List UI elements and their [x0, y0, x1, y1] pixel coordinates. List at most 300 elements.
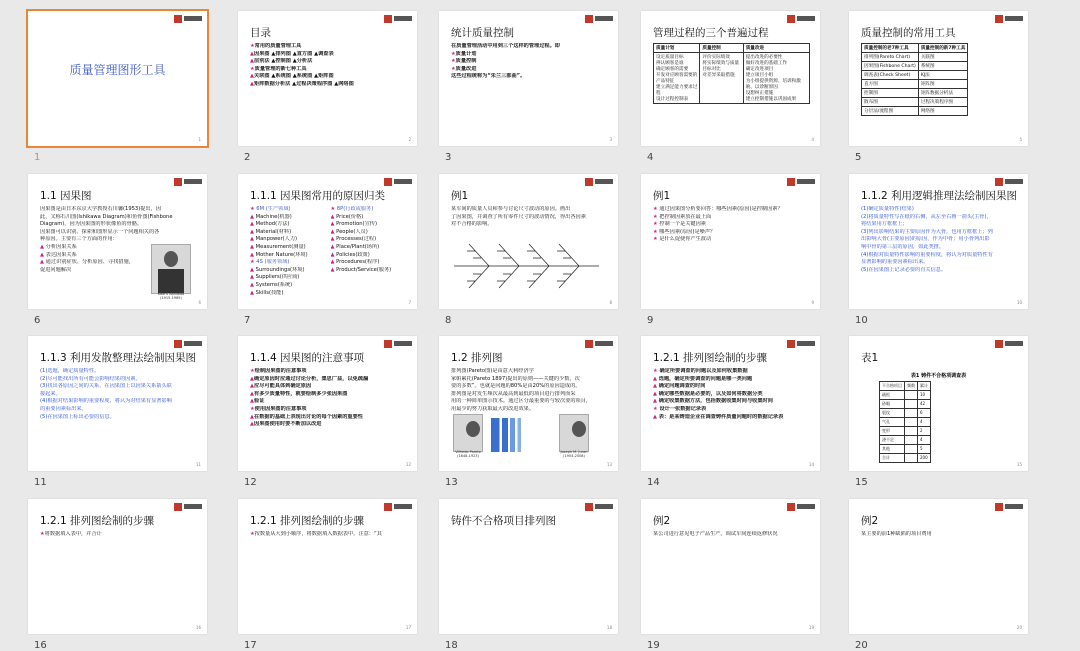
slide-body	[861, 206, 1018, 274]
table-cell: 疏松	[880, 391, 905, 400]
slide-body	[250, 368, 407, 429]
table-cell: 关联图	[918, 53, 968, 62]
slide-title: 质量管理图形工具	[69, 63, 166, 77]
bullet-icon: ▲	[250, 289, 254, 296]
slide-title: 1.1.4 因果图的注意事项	[250, 352, 365, 364]
logo-text	[184, 504, 202, 509]
bullet-icon: ▲	[250, 413, 254, 420]
body-line: (1)选题，确定质量特性。	[40, 368, 100, 374]
slide-number: 15	[855, 477, 868, 488]
brand-logo	[585, 15, 613, 23]
bullet-icon: ▲	[330, 236, 335, 243]
bullet-icon: ▲	[653, 375, 657, 382]
slide-number: 11	[34, 477, 47, 488]
brand-logo	[787, 340, 815, 348]
table-cell: 2	[918, 427, 931, 436]
body-line: ▲关联图 ▲系统图 ▲系统图 ▲矩阵图	[250, 73, 334, 80]
slide-body	[451, 206, 608, 229]
brand-logo	[995, 340, 1023, 348]
body-line: 这些过程统称为“朱兰三部曲”。	[451, 73, 526, 80]
body-line: (3)列出影响结果的主要原因作为大骨，也用方框框上；列	[861, 228, 993, 235]
logo-mark	[384, 340, 392, 348]
body-line: 某车间的质量人员和参与讨论尺寸波动的原因。画出	[451, 206, 571, 212]
slide-page-number: 2	[408, 137, 411, 142]
slide-number: 5	[855, 152, 862, 163]
slide-page-number: 19	[808, 625, 814, 630]
bullet-icon: ▲	[330, 251, 335, 258]
slide-body	[451, 368, 608, 414]
bullet-icon: ▲	[330, 243, 335, 250]
bullet-icon: ★	[451, 58, 456, 65]
slide-number: 1	[34, 152, 41, 163]
body-line: ▲应尽可能具体到确定原因	[250, 383, 312, 390]
slide-thumbnail-5[interactable]	[849, 11, 1028, 146]
slide-thumbnail-12[interactable]	[238, 336, 417, 471]
table-cell: 控制图	[862, 89, 919, 98]
fishbone-diagram	[449, 236, 609, 296]
body-line: 排列图是对发生频次从最高到最低的项目进行排列而采	[451, 390, 576, 397]
slide-number: 7	[244, 315, 251, 326]
slide-page-number: 20	[1016, 625, 1022, 630]
slide-page-number: 14	[808, 462, 814, 467]
logo-text	[595, 341, 613, 346]
table-cell: 排列图(Pareto Chart)	[862, 53, 919, 62]
table-cell: 因果图(Fishbone Chart)	[862, 62, 919, 71]
slide-number: 8	[445, 315, 452, 326]
body-line: 的重要因素标出来。	[40, 405, 87, 412]
brand-logo	[174, 15, 202, 23]
logo-mark	[174, 503, 182, 511]
table-cell: 频数	[905, 382, 918, 391]
bullet-icon: ▲	[250, 58, 254, 65]
body-line: 种原因。主要有三个方面的作用：	[40, 236, 118, 243]
brand-logo	[384, 15, 412, 23]
brand-logo	[995, 15, 1023, 23]
body-line: 此，又称石川图(Ishikawa Diagram)和鱼骨图(Fishbone	[40, 213, 173, 220]
body-line: (2)将质量特性写在纸的右侧，从左至右画一箭头(主骨)，	[861, 213, 992, 220]
table-cell: 网络图	[918, 107, 968, 116]
table-cell	[905, 409, 918, 418]
bullet-icon: ★	[250, 531, 255, 537]
logo-text	[1005, 504, 1023, 509]
bullet-icon: ▲	[250, 274, 254, 281]
portrait-caption: Kaoru Ishikawa (1915-1989)	[157, 292, 185, 300]
table-cell: KJ法	[918, 71, 968, 80]
slide-thumbnail-19[interactable]	[641, 499, 820, 634]
bullet-icon: ★	[250, 206, 255, 212]
body-line: ▲ 选题，确定所要调查的问题是哪一类问题	[653, 375, 753, 382]
logo-mark	[384, 178, 392, 186]
brand-logo	[384, 178, 412, 186]
slide-page-number: 4	[811, 137, 814, 142]
body-line: (2)尽可能找出所有可能会影响结果的因素。	[40, 375, 141, 382]
bullet-icon: ★	[250, 368, 255, 374]
slide-thumbnail-7[interactable]	[238, 174, 417, 309]
body-line: ★将数据填入表中，并合计	[40, 531, 102, 537]
logo-text	[394, 16, 412, 21]
logo-text	[184, 341, 202, 346]
table-cell: 4	[918, 436, 931, 445]
table-cell: 设定质量目标 辨认顾客是谁 确定顾客的需要 开发对应顾客需要的产品特征 建立满足能力要求过程 设计过程控制表	[654, 53, 700, 104]
body-line: ★ 4S (服务领域)	[250, 259, 290, 266]
table-cell: 评价实际绩效 将实际绩效与质量目标对比 对差异采取措施	[700, 53, 743, 104]
slide-title: 管理过程的三个普遍过程	[653, 27, 769, 39]
slide-title: 1.2.1 排列图绘制的步骤	[653, 352, 768, 364]
slide-number: 4	[647, 152, 654, 163]
logo-mark	[787, 178, 795, 186]
body-line: 对不合格的影响。	[451, 221, 493, 228]
bullet-icon: ★	[250, 405, 255, 412]
slide-number: 3	[445, 152, 452, 163]
body-line: ▲ Mother Nature(环境)	[250, 251, 308, 258]
body-line: ▲ Skills(技能)	[250, 289, 284, 296]
body-line: ▲ Systems(系统)	[250, 281, 293, 288]
table-cell: 质量控制的新7种工具	[918, 44, 968, 53]
body-line: (5)在因果图上标出必要的信息。	[40, 413, 115, 420]
column	[250, 206, 327, 297]
slide-page-number: 13	[606, 462, 612, 467]
portrait-image	[151, 244, 191, 300]
shoulders	[158, 269, 184, 293]
logo-text	[394, 504, 412, 509]
slide-thumbnail-20[interactable]	[849, 499, 1028, 634]
head	[466, 421, 480, 437]
slide-thumbnail-6[interactable]	[28, 174, 207, 309]
slide-thumbnail-15[interactable]	[849, 336, 1028, 471]
table-cell: 不合格项目	[880, 382, 905, 391]
body-line: ▲确定原因时应通过讨论分析，集思广益，以免疏漏	[250, 375, 369, 382]
table-cell: 系统图	[918, 62, 968, 71]
bullet-icon: ▲	[330, 266, 335, 273]
slide-body	[40, 368, 197, 421]
slide-page-number: 11	[195, 462, 201, 467]
logo-mark	[787, 15, 795, 23]
brand-logo	[174, 178, 202, 186]
portrait-caption: Joseph M. Juran (1904-2008)	[560, 450, 588, 458]
bullet-icon: ★	[250, 259, 255, 266]
slide-title: 表1	[861, 352, 879, 364]
body-line: ▲ Machine(机器)	[250, 213, 292, 220]
body-line: ▲ 确定哪些数据是必要的，以及如何将数据分类	[653, 390, 763, 397]
table-cell	[905, 427, 918, 436]
slide-thumbnail-10[interactable]	[849, 174, 1028, 309]
bullet-icon: ▲	[653, 383, 657, 390]
logo-text	[394, 341, 412, 346]
slide-title: 例1	[653, 190, 671, 202]
slide-thumbnail-16[interactable]	[28, 499, 207, 634]
body-line: 促进问题解决	[40, 266, 72, 273]
body-line: (4)根据对质量特性影响的重要程度，将认为对质量特性有	[861, 251, 993, 258]
slide-page-number: 3	[609, 137, 612, 142]
body-line: 用最少的努力获取最大的改进效果。	[451, 405, 535, 412]
table-cell: 过程决策程序图	[918, 98, 968, 107]
bullet-icon: ▲	[653, 398, 657, 405]
body-line: ★常用的质量管理工具	[250, 43, 302, 49]
brand-logo	[787, 178, 815, 186]
pareto-chart	[491, 418, 551, 452]
logo-mark	[995, 178, 1003, 186]
slide-title: 1.2.1 排列图绘制的步骤	[250, 515, 365, 527]
table-cell: 砂眼	[880, 400, 905, 409]
logo-text	[797, 504, 815, 509]
body-line: ★ 是什么促使你产生波动	[653, 236, 712, 243]
bullet-icon: ★	[250, 43, 255, 49]
table-cell: 浇不足	[880, 436, 905, 445]
table-cell: 分层法/流程图	[862, 107, 919, 116]
slide-page-number: 6	[198, 300, 201, 305]
logo-text	[797, 16, 815, 21]
slide-page-number: 18	[606, 625, 612, 630]
slide-title: 铸件不合格项目排列图	[451, 515, 556, 527]
brand-logo	[174, 503, 202, 511]
data-table	[879, 381, 931, 463]
bullet-icon: ▲	[250, 251, 254, 258]
table-cell: 42	[918, 400, 931, 409]
slide-page-number: 8	[609, 300, 612, 305]
slide-thumbnail-14[interactable]	[641, 336, 820, 471]
slide-title: 1.2 排列图	[451, 352, 503, 364]
table-cell: 累计	[918, 382, 931, 391]
body-line: 在质量管理活动中用到三个这样的管理过程。即	[451, 43, 560, 49]
brand-logo	[585, 178, 613, 186]
body-line: 因果图是由日本东京大学教授石川馨(1953)提出，因	[40, 206, 161, 212]
slide-body	[250, 206, 407, 297]
logo-text	[184, 179, 202, 184]
table-cell: 质量计划	[654, 44, 700, 53]
bullet-icon: ▲	[40, 259, 44, 266]
slide-number: 20	[855, 640, 868, 651]
body-line: ★ 通过因果图分析要回答：哪些因素(原因)是控制因素？	[653, 206, 783, 212]
body-line: ★质量改进	[451, 65, 477, 72]
logo-mark	[585, 15, 593, 23]
slide-thumbnail-2[interactable]	[238, 11, 417, 146]
logo-mark	[787, 340, 795, 348]
logo-mark	[384, 15, 392, 23]
slide-page-number: 1	[198, 137, 201, 142]
slide-thumbnail-1[interactable]	[28, 11, 207, 146]
body-line: ★按数量从大到小顺序，将数据填入数据表中。注意：“其	[250, 531, 382, 537]
logo-text	[1005, 16, 1023, 21]
slide-thumbnail-11[interactable]	[28, 336, 207, 471]
body-line: 家帕累托(Pareto 1897)提出的原则——关键的少数，次	[451, 375, 580, 382]
logo-mark	[384, 503, 392, 511]
body-line: 响中骨的第三层的原因，如此类推。	[861, 243, 945, 250]
table-cell: 矩阵数据分析法	[918, 89, 968, 98]
body-line: ★ 哪些因素(原因)是噪声？	[653, 228, 716, 235]
bullet-icon: ★	[653, 213, 658, 220]
body-line: 某主要的前1种缺陷的项目费用	[861, 531, 932, 537]
slide-title: 例1	[451, 190, 469, 202]
body-line: ▲ 通过识别症状、分析原因、寻找措施，	[40, 259, 134, 266]
body-line: ▲ 确定收集数据方法，包括数据收集时间与收集时间	[653, 398, 773, 405]
brand-logo	[585, 503, 613, 511]
body-line: 因果图可以识别、探索和图形显示一个问题相关的各	[40, 228, 160, 235]
body-line: ▲ 确定问题调查的时间	[653, 383, 706, 390]
slide-number: 14	[647, 477, 660, 488]
body-line: ▲因果图使用时要不断加以改进	[250, 421, 322, 428]
table-cell: 提出改进的必要性 做好改进的基础工作 确定改进项目 建立项目小组 为小组提供资源、培训和激励、以诊断原因 设想纠正措施 建立控制措施以巩固成果	[743, 53, 809, 104]
table-cell	[905, 400, 918, 409]
slide-thumbnail-3[interactable]	[439, 11, 618, 146]
bullet-icon: ★	[250, 65, 255, 72]
slide-page-number: 17	[405, 625, 411, 630]
table-cell: 合计	[880, 454, 905, 463]
bullet-icon: ▲	[250, 281, 254, 288]
body-line: ▲ Price(价格)	[330, 213, 364, 220]
logo-text	[184, 16, 202, 21]
slide-thumbnail-17[interactable]	[238, 499, 417, 634]
logo-text	[797, 179, 815, 184]
body-line: ▲ Policies(政策)	[330, 251, 370, 258]
bullet-icon: ▲	[250, 236, 254, 243]
bullet-icon: ▲	[330, 259, 335, 266]
table-cell: 质量控制的老7种工具	[862, 44, 919, 53]
bullet-icon: ★	[653, 228, 658, 235]
body-line: (5)在因果图上记录必要的有关信息。	[861, 266, 947, 273]
slide-title: 例2	[653, 515, 671, 527]
body-line: ▲ 表达因果关系	[40, 251, 77, 258]
body-line: ▲ Promotion(宣传)	[330, 221, 377, 228]
body-line: ▲层别法 ▲控制图 ▲分析法	[250, 58, 313, 65]
slide-number: 17	[244, 640, 257, 651]
bullet-icon: ★	[653, 236, 658, 243]
bullet-icon: ▲	[330, 228, 335, 235]
body-line: ▲验证	[250, 398, 265, 405]
brand-logo	[174, 340, 202, 348]
slide-title: 1.1.2 利用逻辑推理法绘制因果图	[861, 190, 1018, 202]
bullet-icon: ▲	[40, 251, 44, 258]
slide-number: 19	[647, 640, 660, 651]
logo-text	[595, 504, 613, 509]
bullet-icon: ▲	[250, 375, 254, 382]
body-line: ★质量管理的新七种工具	[250, 65, 307, 72]
bullet-icon: ★	[451, 50, 456, 57]
body-line: ▲ Product/Service(服务)	[330, 266, 392, 273]
slide-number: 13	[445, 477, 458, 488]
brand-logo	[995, 503, 1023, 511]
body-line: ★质量计划	[451, 50, 477, 57]
logo-text	[394, 179, 412, 184]
table-cell	[905, 445, 918, 454]
slide-body	[451, 43, 608, 81]
body-line: ★使用因果图的注意事项	[250, 405, 307, 412]
body-line: (3)找出各原因之间的关系，在因果图上以因果关系箭头联	[40, 383, 172, 390]
table-cell: 质量控制	[700, 44, 743, 53]
table-cell: 变形	[880, 427, 905, 436]
slide-thumbnail-4[interactable]	[641, 11, 820, 146]
bullet-icon: ▲	[250, 228, 254, 235]
logo-mark	[787, 503, 795, 511]
table-cell	[905, 454, 918, 463]
bullet-icon: ▲	[250, 50, 254, 57]
slide-page-number: 7	[408, 300, 411, 305]
body-line: ★质量控制	[451, 58, 477, 65]
bullet-icon: ★	[653, 405, 658, 412]
slide-page-number: 10	[1016, 300, 1022, 305]
table-cell: 裂纹	[880, 409, 905, 418]
slide-thumbnail-9[interactable]	[641, 174, 820, 309]
body-line: ★ 控制一个是关键因素	[653, 221, 706, 228]
brand-logo	[787, 503, 815, 511]
slide-number: 9	[647, 315, 654, 326]
body-line: 显著影响的重要因素标出来。	[861, 259, 929, 266]
slide-number: 16	[34, 640, 47, 651]
body-line: 了因果图，并调查了所有零件尺寸的波动情况，得出各因素	[451, 213, 586, 220]
body-line: ★ 确定所要调查的问题以及如何收集数据	[653, 368, 748, 374]
bullet-icon: ▲	[330, 221, 335, 228]
slide-page-number: 12	[405, 462, 411, 467]
body-line: ★ 6M (生产领域)	[250, 206, 291, 212]
slide-thumbnail-13[interactable]	[439, 336, 618, 471]
bullet-icon: ★	[653, 221, 658, 228]
slide-page-number: 16	[195, 625, 201, 630]
body-line: (1)确定质量特性(结果)	[861, 206, 914, 212]
logo-mark	[995, 340, 1003, 348]
body-line: 出影响大骨(主要原因)的原因，作为中骨；用小骨列出影	[861, 236, 990, 243]
body-line: ▲ Material(材料)	[250, 228, 292, 235]
bullet-icon: ▲	[250, 213, 254, 220]
body-line: ▲因果图 ▲排列图 ▲直方图 ▲调查表	[250, 50, 334, 57]
slide-title: 1.1.1 因果图常用的原因归类	[250, 190, 386, 202]
brand-logo	[585, 340, 613, 348]
body-line: ▲ 表：是某铸造企业在调查铸件质量问题时的数据记录表	[653, 413, 784, 420]
body-line: ★ 8P(行政或服务)	[330, 206, 374, 212]
body-line: ★绘制因果图的注意事项	[250, 368, 307, 374]
slide-body	[250, 43, 407, 89]
table-cell: 5	[918, 445, 931, 454]
head	[572, 421, 586, 437]
body-line: ▲ Suppliers(供应商)	[250, 274, 300, 281]
bullet-icon: ▲	[250, 221, 254, 228]
slide-title: 统计质量控制	[451, 27, 514, 39]
logo-mark	[174, 15, 182, 23]
body-line: (4)根据对结果影响的重要程度，将认为对结果有显著影响	[40, 398, 172, 405]
slide-thumbnail-18[interactable]	[439, 499, 618, 634]
logo-mark	[585, 503, 593, 511]
table-cell	[905, 436, 918, 445]
bullet-icon: ★	[653, 368, 658, 374]
table-cell: 调查表(Check Sheet)	[862, 71, 919, 80]
table-cell: 6	[918, 409, 931, 418]
body-line: 用的一种简单图示技术。通过区分最重要的与较次要的项目，	[451, 398, 592, 405]
bullet-icon: ★	[451, 65, 456, 72]
bullet-icon: ▲	[653, 413, 657, 420]
slide-title: 例2	[861, 515, 879, 527]
body-line: 要的多数”。也就是问题的80%是由20%的原因造成的。	[451, 383, 581, 390]
slide-body	[653, 368, 810, 421]
portrait-caption: Vilfredo Pareto (1848-1923)	[455, 450, 481, 458]
body-line: 排列图(Pareto图)是由意大利经济学	[451, 368, 534, 374]
portrait-image	[453, 414, 483, 458]
body-line: ★ 设计一张数据记录表	[653, 405, 707, 412]
slide-number: 10	[855, 315, 868, 326]
table-cell: 气孔	[880, 418, 905, 427]
slide-body	[653, 206, 810, 244]
table-cell: 4	[918, 418, 931, 427]
table-cell: 矩阵图	[918, 80, 968, 89]
brand-logo	[787, 15, 815, 23]
body-line: ▲ People(人员)	[330, 228, 368, 235]
body-line: 将结果用方框框上；	[861, 221, 908, 228]
slide-page-number: 5	[1019, 137, 1022, 142]
bullet-icon: ▲	[250, 80, 254, 87]
slide-thumbnail-8[interactable]	[439, 174, 618, 309]
logo-text	[595, 16, 613, 21]
body-line: ▲ Processes(过程)	[330, 236, 377, 243]
slide-number: 18	[445, 640, 458, 651]
slide-title: 目录	[250, 27, 271, 39]
brand-logo	[995, 178, 1023, 186]
